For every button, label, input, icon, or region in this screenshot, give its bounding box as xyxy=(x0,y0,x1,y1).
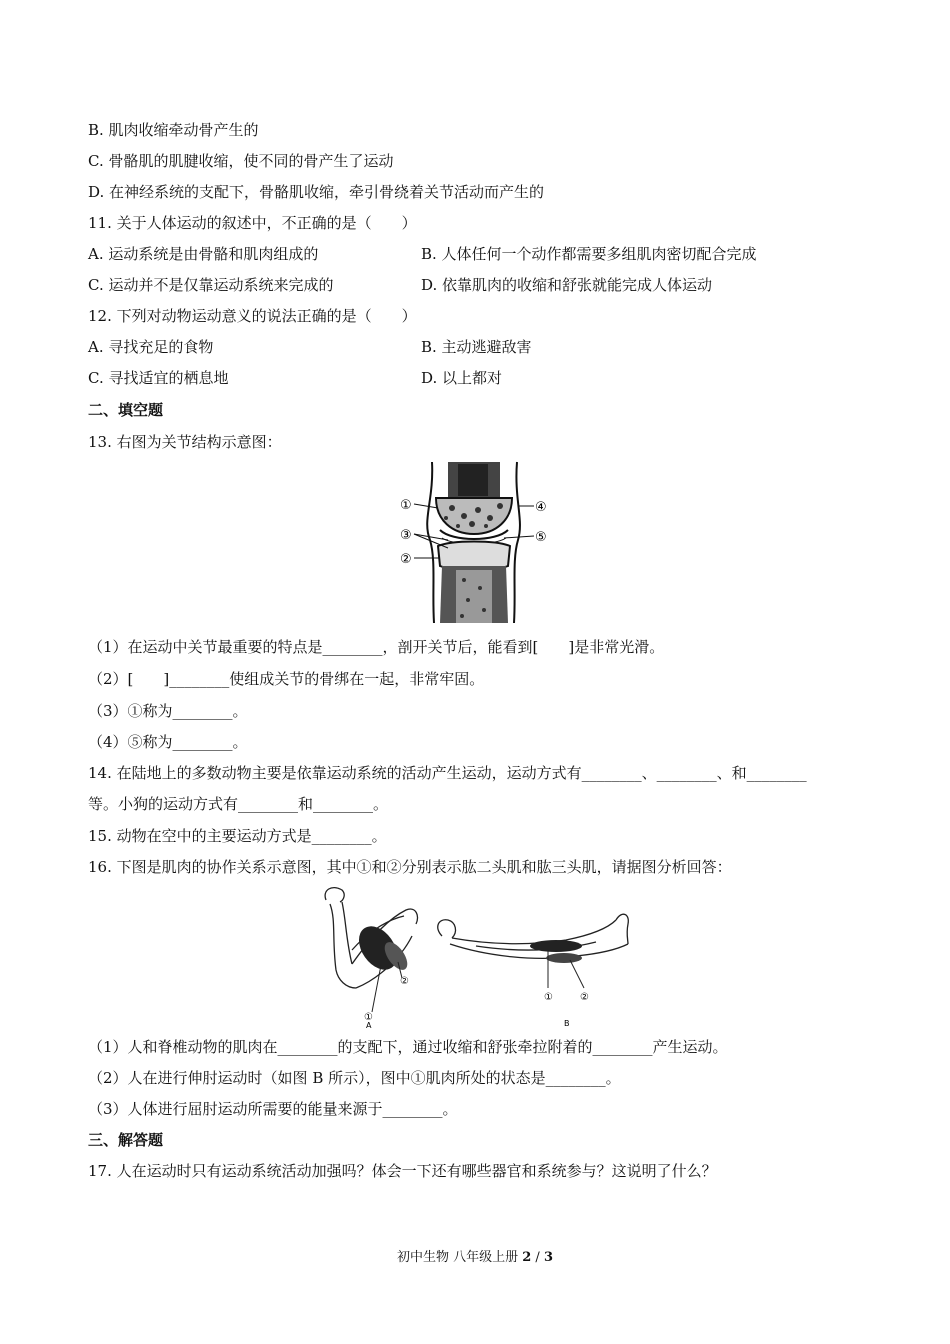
option-a-q11: A. 运动系统是由骨骼和肌肉组成的 xyxy=(88,245,319,263)
question-14-line-2: 等。小狗的运动方式有________和________。 xyxy=(88,795,389,813)
question-13: 13. 右图为关节结构示意图： xyxy=(88,433,282,451)
section-heading-answer: 三、解答题 xyxy=(88,1131,164,1149)
question-16-part-3: （3）人体进行屈肘运动所需要的能量来源于________。 xyxy=(88,1100,458,1118)
question-11: 11. 关于人体运动的叙述中，不正确的是（ ） xyxy=(88,214,417,232)
footer-separator: / xyxy=(531,1250,544,1265)
option-d-q10: D. 在神经系统的支配下，骨骼肌收缩，牵引骨绕着关节活动而产生的 xyxy=(88,183,545,201)
footer-course: 初中生物 八年级上册 xyxy=(396,1250,523,1265)
label-5: ⑤ xyxy=(535,530,547,545)
option-d-q12: D. 以上都对 xyxy=(421,369,503,387)
arm-a-label-1: ① xyxy=(364,1012,373,1023)
arm-a-caption: A xyxy=(366,1021,372,1030)
option-a-q12: A. 寻找充足的食物 xyxy=(88,338,214,356)
question-16-part-2: （2）人在进行伸肘运动时（如图 B 所示），图中①肌肉所处的状态是________。 xyxy=(88,1069,621,1087)
option-b-q12: B. 主动逃避敌害 xyxy=(421,338,532,356)
arm-b-caption: B xyxy=(564,1019,570,1028)
arm-b-label-2: ② xyxy=(580,992,589,1003)
page-footer xyxy=(0,1246,950,1265)
question-13-part-2: （2）[ ]________使组成关节的骨绑在一起，非常牢固。 xyxy=(88,670,485,688)
question-16: 16. 下图是肌肉的协作关系示意图，其中①和②分别表示肱二头肌和肱三头肌，请据图分析回答： xyxy=(88,858,732,876)
question-14-line-1: 14. 在陆地上的多数动物主要是依靠运动系统的活动产生运动，运动方式有________、________、和________ xyxy=(88,764,807,782)
option-b-q11: B. 人体任何一个动作都需要多组肌肉密切配合完成 xyxy=(421,245,757,263)
question-13-part-3: （3）①称为________。 xyxy=(88,702,248,720)
option-c-q10: C. 骨骼肌的肌腱收缩，使不同的骨产生了运动 xyxy=(88,152,394,170)
arm-a-label-2: ② xyxy=(400,976,409,987)
label-2: ② xyxy=(400,552,412,567)
option-c-q12: C. 寻找适宜的栖息地 xyxy=(88,369,229,387)
arm-b-label-1: ① xyxy=(544,992,553,1003)
question-13-part-1: （1）在运动中关节最重要的特点是________，剖开关节后，能看到[ ]是非常光滑。 xyxy=(88,638,665,656)
question-15: 15. 动物在空中的主要运动方式是________。 xyxy=(88,827,387,845)
question-16-part-1: （1）人和脊椎动物的肌肉在________的支配下，通过收缩和舒张牵拉附着的________产生运动。 xyxy=(88,1038,728,1056)
option-b-q10: B. 肌肉收缩牵动骨产生的 xyxy=(88,121,259,139)
footer-page-total: 3 xyxy=(543,1250,553,1265)
label-4: ④ xyxy=(535,500,547,515)
question-17: 17. 人在运动时只有运动系统活动加强吗？体会一下还有哪些器官和系统参与？这说明了什么？ xyxy=(88,1162,717,1180)
footer-page-number: 2 xyxy=(522,1250,532,1265)
question-12: 12. 下列对动物运动意义的说法正确的是（ ） xyxy=(88,307,417,325)
question-13-part-4: （4）⑤称为________。 xyxy=(88,733,248,751)
joint-structure-figure xyxy=(392,460,557,625)
option-c-q11: C. 运动并不是仅靠运动系统来完成的 xyxy=(88,276,334,294)
label-1: ① xyxy=(400,498,412,513)
label-3: ③ xyxy=(400,528,412,543)
arm-muscle-figure xyxy=(316,880,636,1030)
section-heading-fill-in: 二、填空题 xyxy=(88,401,164,419)
option-d-q11: D. 依靠肌肉的收缩和舒张就能完成人体运动 xyxy=(421,276,713,294)
